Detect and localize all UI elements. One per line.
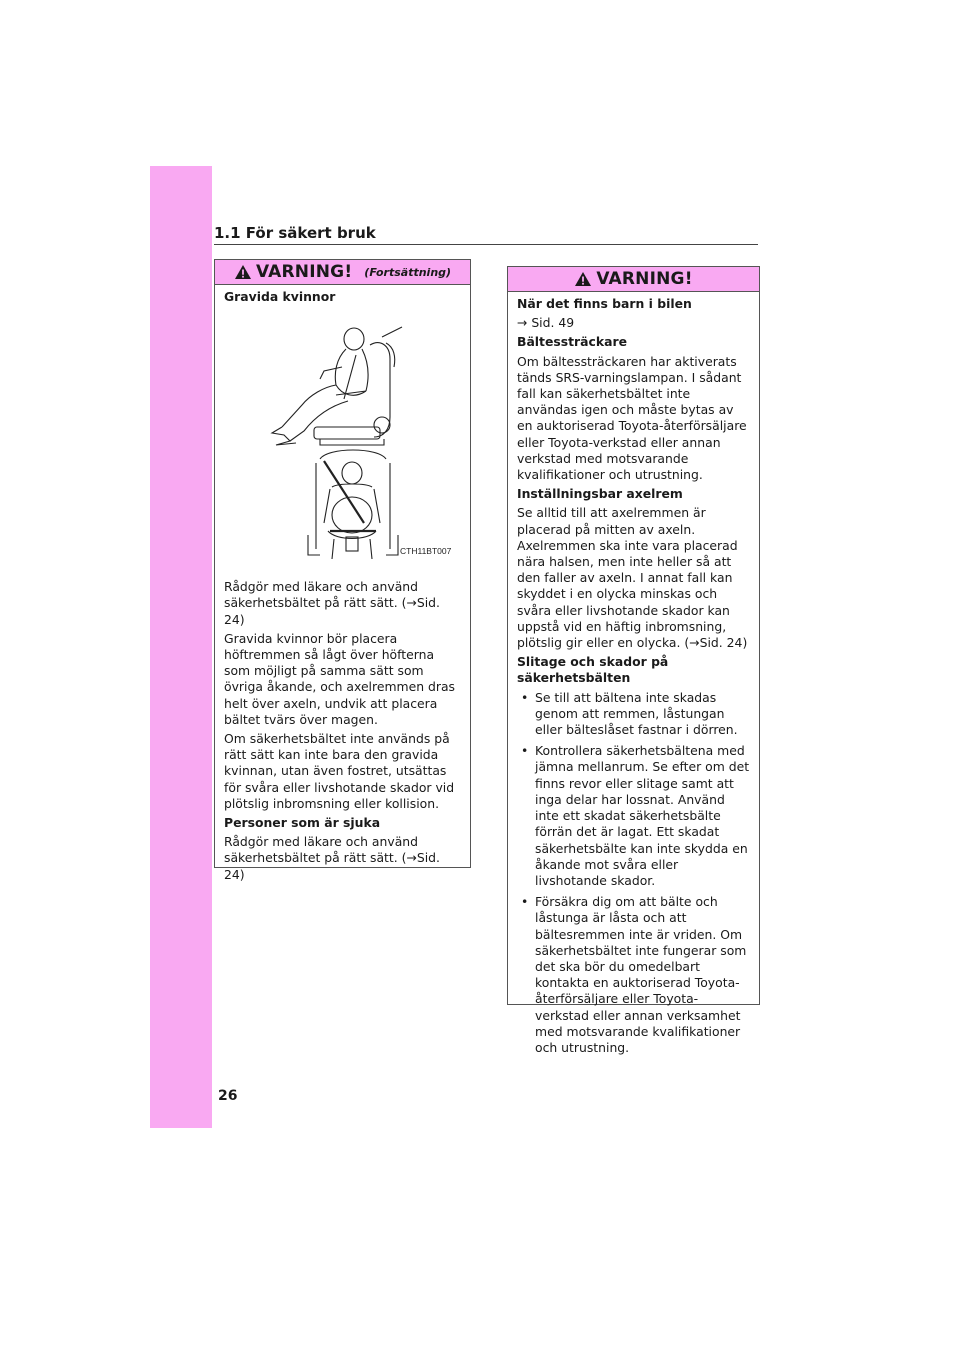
paragraph: Gravida kvinnor bör placera höftremmen så lågt över höfterna som möjligt på samma sätt som övriga åkande, och axelremmen dras helt över axeln, undvik att placera bältet tvärs över magen.: [224, 630, 456, 727]
title-rule: [214, 244, 758, 245]
list-item-text: Kontrollera säkerhetsbältena med jämna mellanrum. Se efter om det finns revor eller slitage samt att inga delar har lossnat. Använd inte ett skadat säkerhetsbälte förrän det är lagat. Ett skadat säkerhetsbälte kan inte skydda en åkande mot svåra eller livshotande skador.: [535, 743, 750, 888]
warning-box-left: [214, 259, 471, 882]
seatbelt-illustration: [224, 309, 461, 565]
list-item-text: Se till att bältena inte skadas genom att remmen, låstungan eller bälteslåset fastnar i dörren.: [535, 689, 738, 738]
paragraph: Se alltid till att axelremmen är placerad på mitten av axeln. Axelremmen ska inte vara placerad nära halsen, men inte heller så att den faller av axeln. I annat fall kan skyddet i en olycka minskas och svåra eller livshotande skador kan uppstå vid en häftig inbromsning, plötslig gir eller en olycka. (→Sid. 24): [517, 505, 748, 651]
warning-header: [215, 260, 470, 285]
list-item: • Se till att bältena inte skadas genom att remmen, låstungan eller bälteslåset fastnar i dörren.: [521, 689, 738, 738]
heading-pretensioner: Bältessträckare: [517, 334, 627, 350]
list-item: • Kontrollera säkerhetsbältena med jämna mellanrum. Se efter om det finns revor eller slitage samt att inga delar har lossnat. Använd inte ett skadat säkerhetsbälte förrän det är lagat. Ett skadat säkerhetsbälte kan inte skydda en åkande mot svåra eller livshotande skador.: [521, 743, 750, 888]
pregnant-woman-seatbelt-image: [224, 309, 460, 565]
warning-header: [508, 267, 759, 292]
page-number: 26: [218, 1088, 238, 1104]
paragraph: Rådgör med läkare och använd säkerhetsbältet på rätt sätt. (→Sid. 24): [224, 834, 440, 882]
list-item: • Försäkra dig om att bälte och låstunga är låsta och att bältesremmen inte är vriden. Om säkerhetsbältet inte fungerar som det ska bör du omedelbart kontakta en auktoriserad Toyota-återförsäljare eller Toyota-verkstad eller annan verksamhet med motsvarande kvalifikationer och utrustning.: [521, 894, 747, 1055]
heading-wear-damage: Slitage och skador på säkerhetsbälten: [517, 654, 669, 686]
figure-code: CTH11BT007: [400, 546, 452, 557]
paragraph: Om säkerhetsbältet inte används på rätt sätt kan inte bara den gravida kvinnan, utan även fostret, utsättas för svåra eller livshotande skador vid plötslig inbromsning eller kollision.: [224, 731, 455, 811]
page-reference: → Sid. 49: [517, 315, 575, 331]
list-item-text: Försäkra dig om att bälte och låstunga är låsta och att bältesremmen inte är vriden. Om säkerhetsbältet inte fungerar som det ska bör du omedelbart kontakta en auktoriserad Toyota-återförsäljare eller Toyota-verkstad eller annan verksamhet med motsvarande kvalifikationer och utrustning.: [535, 894, 747, 1055]
heading-sick: Personer som är sjuka: [224, 815, 381, 831]
warning-subtitle: (Fortsättning): [364, 265, 452, 279]
heading-children: När det finns barn i bilen: [517, 296, 692, 311]
warning-body: [215, 285, 470, 894]
warning-title: VARNING!: [596, 269, 693, 289]
warning-triangle-icon: [234, 264, 252, 280]
paragraph: Rådgör med läkare och använd säkerhetsbältet på rätt sätt. (→Sid. 24): [224, 579, 440, 627]
section-title: 1.1 För säkert bruk: [214, 224, 376, 242]
heading-adjustable-belt: Inställningsbar axelrem: [517, 486, 683, 502]
chapter-side-tab: [150, 166, 212, 1128]
warning-title: VARNING!: [255, 262, 353, 282]
heading-pregnant: Gravida kvinnor: [224, 289, 336, 304]
warning-body: [508, 292, 759, 1069]
warning-triangle-icon: [574, 271, 592, 287]
paragraph: Om bältessträckaren har aktiverats tänds SRS-varningslampan. I sådant fall kan säkerhetsbältet inte användas igen och måste bytas av en auktoriserad Toyota-återförsäljare eller Toyota-verkstad eller annan verkstad med motsvarande kvalifikationer och utrustning.: [517, 353, 747, 483]
warning-box-right: [507, 266, 760, 1055]
